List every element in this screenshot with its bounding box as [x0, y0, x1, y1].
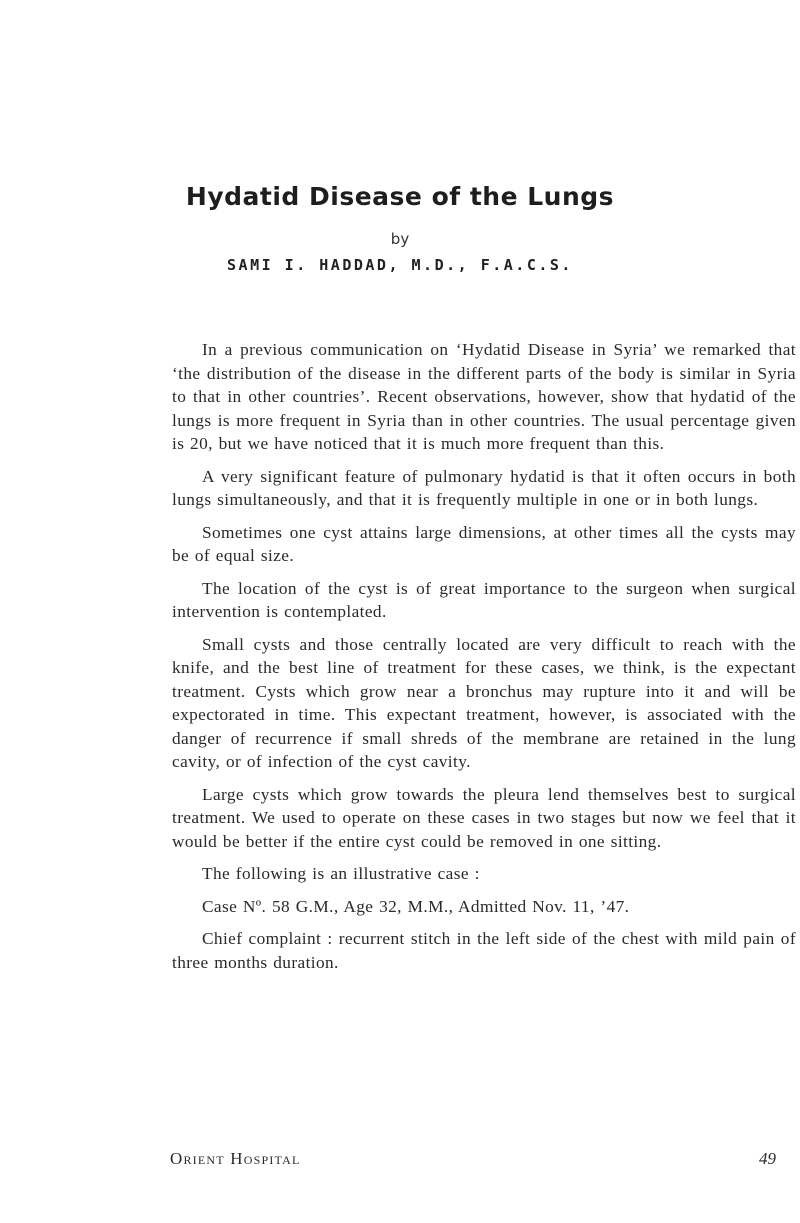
journal-name: Orient Hospital: [170, 1149, 301, 1168]
paragraph: Case Nº. 58 G.M., Age 32, M.M., Admitted Nov. 11, ’47.: [202, 896, 630, 916]
paragraph: The location of the cyst is of great importance to the surgeon when surgical intervention is contemplated.: [172, 578, 796, 621]
paragraph: In a previous communication on ‘Hydatid Disease in Syria’ we remarked that ‘the distribution of the disease in the different parts of the body is similar in Syria to that in other countries’. Recent observations, however, show that hydatid of the lungs is more frequent in Syria than in other countries. The usual percentage given is 20, but we have noticed that it is much more frequent than this.: [172, 340, 796, 453]
paragraph: The following is an illustrative case :: [202, 864, 480, 883]
paragraph: Sometimes one cyst attains large dimensions, at other times all the cysts may be of equal size.: [172, 522, 796, 565]
paragraph: Large cysts which grow towards the pleura lend themselves best to surgical treatment. We used to operate on these cases in two stages but now we feel that it would be better if the entire cyst could be removed in one sitting.: [172, 784, 796, 851]
paragraph: Small cysts and those centrally located are very difficult to reach with the knife, and the best line of treatment for these cases, we think, is the expectant treatment. Cysts which grow near a bronchus may rupture into it and will be expectorated in time. This expectant treatment, however, is associated with the danger of recurrence if small shreds of the membrane are retained in the lung cavity, or of infection of the cyst cavity.: [172, 634, 796, 771]
author-name: SAMI I. HADDAD, M.D., F.A.C.S.: [227, 256, 573, 274]
article-body: [172, 338, 796, 983]
page-number: 49: [759, 1149, 776, 1168]
article-title: Hydatid Disease of the Lungs: [185, 182, 615, 211]
paragraph: A very significant feature of pulmonary hydatid is that it often occurs in both lungs simultaneously, and that it is frequently multiple in one or in both lungs.: [172, 466, 796, 509]
paragraph: Chief complaint : recurrent stitch in the left side of the chest with mild pain of three months duration.: [172, 929, 796, 972]
byline: by: [390, 230, 410, 248]
